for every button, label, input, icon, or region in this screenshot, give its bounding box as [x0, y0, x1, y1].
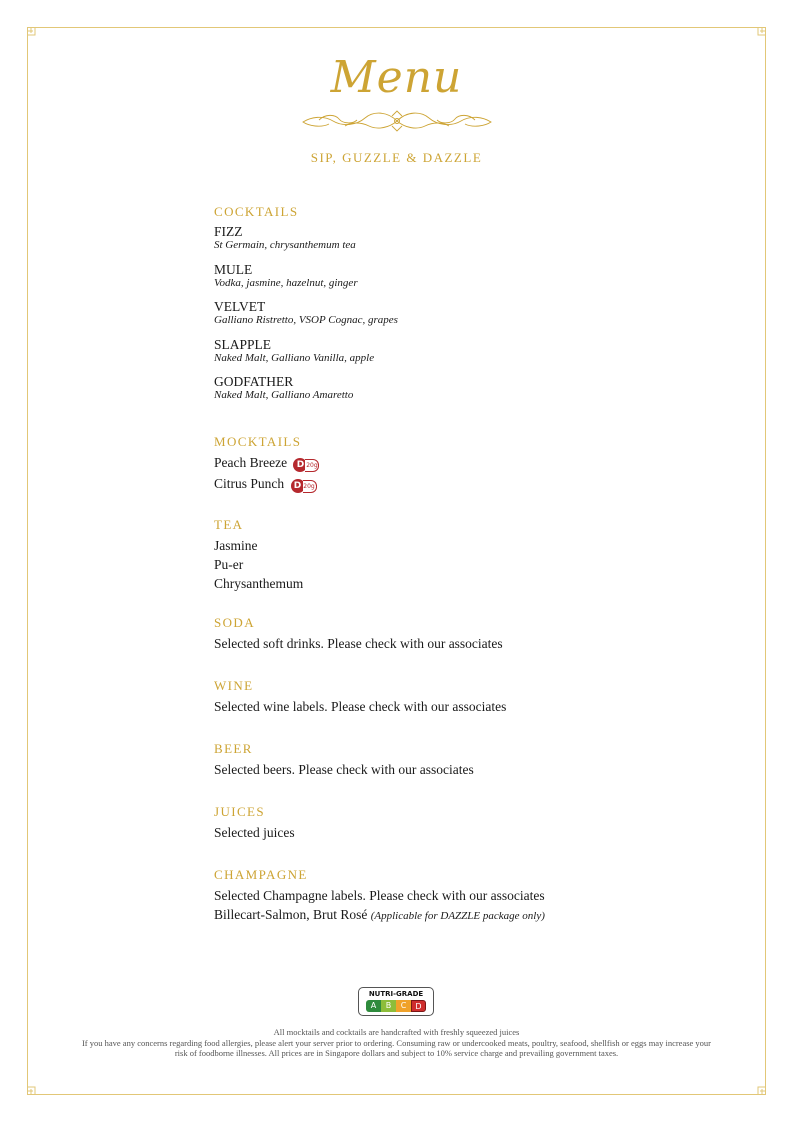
item-description: Galliano Ristretto, VSOP Cognac, grapes — [214, 314, 398, 326]
nutri-grade-logo — [358, 987, 434, 1016]
grade-b: B — [381, 1000, 396, 1012]
section-beer — [214, 741, 634, 779]
item-name: Citrus Punch — [214, 475, 285, 491]
section-juices — [214, 804, 634, 842]
tea-item: Chrysanthemum — [214, 575, 304, 591]
section-heading: TEA — [214, 516, 244, 532]
grade-c: C — [396, 1000, 411, 1012]
section-heading: BEER — [214, 740, 253, 756]
menu-header — [0, 52, 793, 134]
item-name: MULE — [214, 261, 253, 277]
item-note: (Applicable for DAZZLE package only) — [370, 909, 545, 922]
item-description: Naked Malt, Galliano Vanilla, apple — [214, 351, 375, 364]
cocktail-item — [214, 258, 634, 296]
menu-content — [214, 204, 634, 926]
section-wine — [214, 678, 634, 716]
section-text: Selected Champagne labels. Please check with our associates — [214, 887, 545, 903]
cocktail-item — [214, 370, 634, 408]
item-name: VELVET — [214, 299, 266, 314]
tea-item: Jasmine — [214, 537, 258, 553]
section-heading: CHAMPAGNE — [214, 866, 308, 882]
grade-d: D — [411, 1000, 426, 1012]
menu-title: Menu — [330, 52, 463, 103]
nutri-grade-scale — [359, 1000, 433, 1012]
cocktail-item — [214, 333, 634, 371]
footer-disclaimer — [80, 1027, 713, 1059]
nutri-grade-title: NUTRI-GRADE — [368, 990, 424, 998]
section-text: Selected wine labels. Please check with our associates — [214, 698, 507, 714]
section-text: Selected beers. Please check with our associates — [214, 761, 474, 777]
item-description: St Germain, chrysanthemum tea — [214, 239, 356, 251]
flourish-ornament — [299, 108, 495, 134]
section-mocktails — [214, 434, 634, 495]
footer-line-allergy: If you have any concerns regarding food allergies, please alert your server prior to ordering. Consuming raw or undercooked meats, poultry, seafood, shellfish or eggs may increase your risk of foodborne illnesses. All prices are in Singapore dollars and subject to 10% service charge and prevailing government taxes. — [81, 1037, 712, 1058]
section-tea — [214, 517, 634, 593]
grade-letter: D — [291, 479, 305, 493]
nutri-grade-badge — [293, 455, 319, 474]
section-text: Selected soft drinks. Please check with our associates — [214, 635, 503, 651]
footer-line-juices: All mocktails and cocktails are handcrafted with freshly squeezed juices — [273, 1027, 520, 1037]
champagne-special — [214, 905, 634, 926]
section-heading: MOCKTAILS — [214, 433, 302, 449]
sugar-content: 20g — [305, 459, 319, 472]
section-heading: JUICES — [214, 803, 266, 819]
section-champagne — [214, 867, 634, 926]
section-heading: COCKTAILS — [214, 204, 299, 219]
mocktail-item — [214, 453, 634, 474]
sugar-content: 20g — [303, 480, 317, 493]
nutri-grade-badge — [291, 476, 317, 495]
section-text: Selected juices — [214, 824, 295, 840]
cocktail-item — [214, 220, 634, 258]
cocktail-item — [214, 295, 634, 333]
item-name: GODFATHER — [214, 374, 294, 389]
mocktail-item — [214, 474, 634, 495]
section-heading: SODA — [214, 614, 255, 630]
menu-tagline: SIP, GUZZLE & DAZZLE — [310, 150, 483, 165]
section-heading: WINE — [214, 677, 254, 693]
tea-item: Pu-er — [214, 556, 244, 572]
item-name: Billecart-Salmon, Brut Rosé — [214, 906, 368, 922]
grade-letter: D — [293, 458, 307, 472]
item-description: Vodka, jasmine, hazelnut, ginger — [214, 276, 358, 289]
item-name: Peach Breeze — [214, 454, 288, 470]
item-name: FIZZ — [214, 224, 243, 239]
item-name: SLAPPLE — [214, 336, 272, 352]
grade-a: A — [366, 1000, 381, 1012]
item-description: Naked Malt, Galliano Amaretto — [214, 389, 354, 401]
section-soda — [214, 615, 634, 653]
section-cocktails — [214, 204, 634, 408]
